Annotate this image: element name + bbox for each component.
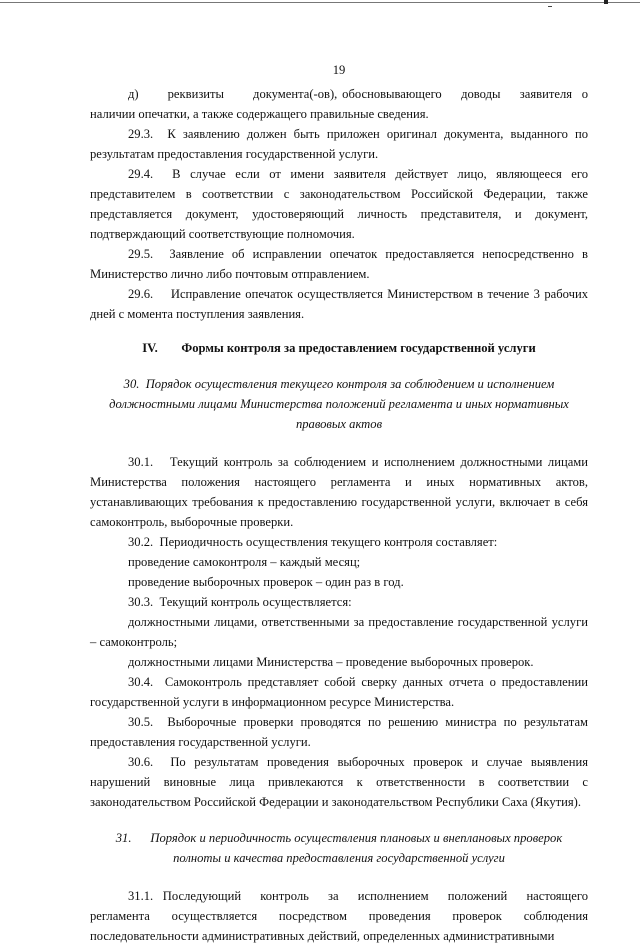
- paragraph-30-5: 30.5. Выборочные проверки проводятся по решению министра по результатам предоставления государственной услуги.: [90, 715, 588, 749]
- paragraph-30-6: 30.6. По результатам проведения выборочных проверок и случае выявления нарушений виновные лица привлекаются к ответственности в соответствии с законодательством Российской Федерации и законодательством Республики Саха (Якутия).: [90, 755, 588, 809]
- paragraph-31-1: 31.1. Последующий контроль за исполнением положений настоящего регламента осуществляется посредством проведения проверок соблюдения последовательности административных действий, определенных административными: [90, 889, 588, 943]
- paragraph-29-3: 29.3. К заявлению должен быть приложен оригинал документа, выданного по результатам предоставления государственной услуги.: [90, 127, 588, 161]
- paragraph-29-2-d: д) реквизиты документа(-ов), обосновывающего доводы заявителя о наличии опечатки, а также содержащего правильные сведения.: [90, 87, 588, 121]
- paragraph-30-2: 30.2. Периодичность осуществления текущего контроля составляет:: [128, 535, 498, 549]
- subsection-30-heading: 30. Порядок осуществления текущего контроля за соблюдением и исполнением должностными лицами Министерства положений регламента и иных нормативных правовых актов: [109, 377, 569, 431]
- list-item: должностными лицами, ответственными за предоставление государственной услуги – самоконтроль;: [90, 615, 588, 649]
- paragraph-30-4: 30.4. Самоконтроль представляет собой сверку данных отчета о предоставлении государственной услуги в информационном ресурсе Министерства.: [90, 675, 588, 709]
- paragraph-30-1: 30.1. Текущий контроль за соблюдением и исполнением должностными лицами Министерства положения настоящего регламента и иных нормативных актов, устанавливающих требования к предоставлению государственной услуги, включает в себя самоконтроль, выборочные проверки.: [90, 455, 588, 529]
- list-item: проведение самоконтроля – каждый месяц;: [128, 555, 361, 569]
- document-page: [90, 60, 588, 946]
- scan-dash: [548, 6, 552, 7]
- list-item: должностными лицами Министерства – проведение выборочных проверок.: [128, 655, 534, 669]
- subsection-31-heading: 31. Порядок и периодичность осуществления плановых и внеплановых проверок полноты и качества предоставления государственной услуги: [115, 831, 563, 865]
- paragraph-29-6: 29.6. Исправление опечаток осуществляется Министерством в течение 3 рабочих дней с момента поступления заявления.: [90, 287, 588, 321]
- section-number: IV.: [142, 341, 158, 355]
- section-title: Формы контроля за предоставлением государственной услуги: [181, 341, 536, 355]
- scan-edge-line: [0, 2, 640, 3]
- scan-mark: [604, 0, 608, 4]
- paragraph-29-5: 29.5. Заявление об исправлении опечаток предоставляется непосредственно в Министерство лично либо почтовым отправлением.: [90, 247, 588, 281]
- page-number: 19: [332, 63, 346, 77]
- paragraph-29-4: 29.4. В случае если от имени заявителя действует лицо, являющееся его представителем в соответствии с законодательством Российской Федерации, также представляется документ, удостоверяющий личность представителя, и документ, подтверждающий соответствующие полномочия.: [90, 167, 588, 241]
- list-item: проведение выборочных проверок – один раз в год.: [128, 575, 404, 589]
- paragraph-30-3: 30.3. Текущий контроль осуществляется:: [128, 595, 352, 609]
- section-heading: [90, 338, 588, 358]
